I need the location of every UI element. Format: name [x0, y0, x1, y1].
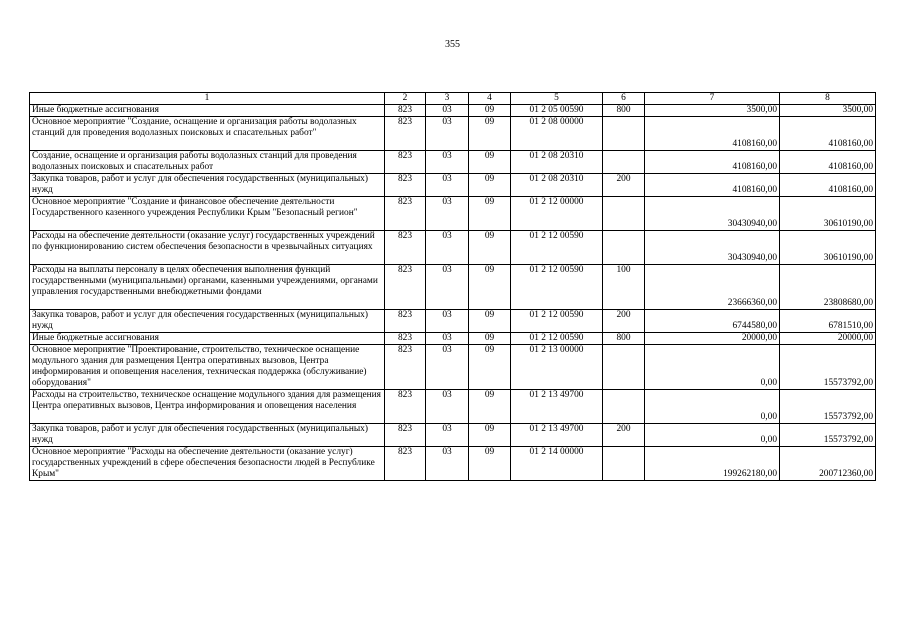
- row-subsection-code-cell: 09: [469, 151, 511, 174]
- header-cell-8: 8: [780, 93, 876, 105]
- row-ministry-code-cell: 823: [385, 265, 426, 310]
- row-ministry-code-cell: 823: [385, 310, 426, 333]
- row-ministry-code-cell: 823: [385, 333, 426, 345]
- row-expense-type-cell: [603, 197, 645, 231]
- table-row: [30, 345, 876, 390]
- row-amount-year2-cell: 23808680,00: [780, 265, 876, 310]
- row-ministry-code-cell: 823: [385, 117, 426, 151]
- table-row: [30, 231, 876, 265]
- row-amount-year1-cell: 4108160,00: [645, 151, 780, 174]
- row-amount-year2-cell: 15573792,00: [780, 424, 876, 447]
- header-cell-5: 5: [511, 93, 603, 105]
- row-expense-type-cell: 200: [603, 310, 645, 333]
- row-target-article-cell: 01 2 05 00590: [511, 105, 603, 117]
- row-target-article-cell: 01 2 13 49700: [511, 390, 603, 424]
- row-subsection-code-cell: 09: [469, 390, 511, 424]
- row-name-cell: Закупка товаров, работ и услуг для обеспечения государственных (муниципальных) нужд: [30, 310, 385, 333]
- row-name-cell: Основное мероприятие "Расходы на обеспечение деятельности (оказание услуг) государственных учреждений в сфере обеспечения безопасности людей в Республике Крым": [30, 447, 385, 481]
- row-expense-type-cell: 200: [603, 174, 645, 197]
- row-amount-year2-cell: 3500,00: [780, 105, 876, 117]
- table-row: [30, 174, 876, 197]
- row-amount-year2-cell: 4108160,00: [780, 174, 876, 197]
- row-section-code-cell: 03: [426, 105, 469, 117]
- page-number: 355: [445, 39, 460, 50]
- row-amount-year2-cell: 200712360,00: [780, 447, 876, 481]
- row-amount-year1-cell: 4108160,00: [645, 117, 780, 151]
- row-expense-type-cell: [603, 447, 645, 481]
- row-ministry-code-cell: 823: [385, 197, 426, 231]
- row-name-cell: Расходы на выплаты персоналу в целях обеспечения выполнения функций государственными (муниципальными) органами, казенными учреждениями, органами управления государственными внебюджетными фондами: [30, 265, 385, 310]
- row-target-article-cell: 01 2 12 00000: [511, 197, 603, 231]
- row-amount-year2-cell: 4108160,00: [780, 151, 876, 174]
- row-target-article-cell: 01 2 13 00000: [511, 345, 603, 390]
- row-subsection-code-cell: 09: [469, 197, 511, 231]
- row-ministry-code-cell: 823: [385, 174, 426, 197]
- row-amount-year2-cell: 15573792,00: [780, 345, 876, 390]
- row-subsection-code-cell: 09: [469, 174, 511, 197]
- row-section-code-cell: 03: [426, 333, 469, 345]
- row-amount-year2-cell: 15573792,00: [780, 390, 876, 424]
- table-row: [30, 310, 876, 333]
- row-target-article-cell: 01 2 13 49700: [511, 424, 603, 447]
- row-amount-year2-cell: 30610190,00: [780, 197, 876, 231]
- row-expense-type-cell: 800: [603, 105, 645, 117]
- row-amount-year1-cell: 30430940,00: [645, 231, 780, 265]
- row-amount-year1-cell: 4108160,00: [645, 174, 780, 197]
- row-name-cell: Закупка товаров, работ и услуг для обеспечения государственных (муниципальных) нужд: [30, 424, 385, 447]
- row-target-article-cell: 01 2 14 00000: [511, 447, 603, 481]
- row-section-code-cell: 03: [426, 231, 469, 265]
- row-amount-year1-cell: 30430940,00: [645, 197, 780, 231]
- row-amount-year2-cell: 4108160,00: [780, 117, 876, 151]
- row-amount-year1-cell: 0,00: [645, 390, 780, 424]
- row-name-cell: Создание, оснащение и организация работы водолазных станций для проведения водолазных поисковых и спасательных работ: [30, 151, 385, 174]
- row-subsection-code-cell: 09: [469, 424, 511, 447]
- row-expense-type-cell: [603, 390, 645, 424]
- row-expense-type-cell: [603, 117, 645, 151]
- row-amount-year1-cell: 0,00: [645, 424, 780, 447]
- row-expense-type-cell: [603, 151, 645, 174]
- row-expense-type-cell: [603, 345, 645, 390]
- row-subsection-code-cell: 09: [469, 117, 511, 151]
- row-amount-year1-cell: 6744580,00: [645, 310, 780, 333]
- row-target-article-cell: 01 2 08 20310: [511, 174, 603, 197]
- row-name-cell: Иные бюджетные ассигнования: [30, 333, 385, 345]
- table-row: [30, 151, 876, 174]
- row-subsection-code-cell: 09: [469, 231, 511, 265]
- row-expense-type-cell: [603, 231, 645, 265]
- row-subsection-code-cell: 09: [469, 345, 511, 390]
- row-expense-type-cell: 800: [603, 333, 645, 345]
- row-subsection-code-cell: 09: [469, 265, 511, 310]
- row-section-code-cell: 03: [426, 197, 469, 231]
- row-target-article-cell: 01 2 12 00590: [511, 231, 603, 265]
- row-amount-year1-cell: 20000,00: [645, 333, 780, 345]
- table-row: [30, 333, 876, 345]
- table-row: [30, 105, 876, 117]
- row-amount-year1-cell: 199262180,00: [645, 447, 780, 481]
- row-target-article-cell: 01 2 12 00590: [511, 310, 603, 333]
- row-expense-type-cell: 100: [603, 265, 645, 310]
- budget-table: [29, 92, 876, 481]
- row-ministry-code-cell: 823: [385, 390, 426, 424]
- row-amount-year2-cell: 20000,00: [780, 333, 876, 345]
- row-subsection-code-cell: 09: [469, 105, 511, 117]
- header-cell-1: 1: [30, 93, 385, 105]
- row-expense-type-cell: 200: [603, 424, 645, 447]
- row-name-cell: Основное мероприятие "Создание, оснащение и организация работы водолазных станций для проведения водолазных поисковых и спасательных работ": [30, 117, 385, 151]
- header-cell-4: 4: [469, 93, 511, 105]
- row-section-code-cell: 03: [426, 345, 469, 390]
- header-cell-3: 3: [426, 93, 469, 105]
- row-ministry-code-cell: 823: [385, 424, 426, 447]
- table-header-row: [30, 93, 876, 105]
- row-ministry-code-cell: 823: [385, 105, 426, 117]
- row-section-code-cell: 03: [426, 310, 469, 333]
- row-section-code-cell: 03: [426, 447, 469, 481]
- row-name-cell: Основное мероприятие "Проектирование, строительство, техническое оснащение модульного здания для размещения Центра оперативных вызовов, Центра информирования и оповещения населения, техническая поддержка (обслуживание) оборудования": [30, 345, 385, 390]
- row-amount-year2-cell: 30610190,00: [780, 231, 876, 265]
- header-cell-6: 6: [603, 93, 645, 105]
- row-section-code-cell: 03: [426, 151, 469, 174]
- row-ministry-code-cell: 823: [385, 447, 426, 481]
- row-section-code-cell: 03: [426, 265, 469, 310]
- header-cell-2: 2: [385, 93, 426, 105]
- row-target-article-cell: 01 2 08 00000: [511, 117, 603, 151]
- row-subsection-code-cell: 09: [469, 447, 511, 481]
- table-row: [30, 117, 876, 151]
- row-target-article-cell: 01 2 12 00590: [511, 333, 603, 345]
- row-amount-year2-cell: 6781510,00: [780, 310, 876, 333]
- table-row: [30, 197, 876, 231]
- row-amount-year1-cell: 3500,00: [645, 105, 780, 117]
- row-amount-year1-cell: 0,00: [645, 345, 780, 390]
- row-name-cell: Расходы на обеспечение деятельности (оказание услуг) государственных учреждений по функционированию систем обеспечения безопасности в чрезвычайных ситуациях: [30, 231, 385, 265]
- header-cell-7: 7: [645, 93, 780, 105]
- row-name-cell: Иные бюджетные ассигнования: [30, 105, 385, 117]
- row-name-cell: Закупка товаров, работ и услуг для обеспечения государственных (муниципальных) нужд: [30, 174, 385, 197]
- row-name-cell: Расходы на строительство, техническое оснащение модульного здания для размещения Центра оперативных вызовов, Центра информирования и оповещения населения: [30, 390, 385, 424]
- row-section-code-cell: 03: [426, 424, 469, 447]
- row-section-code-cell: 03: [426, 174, 469, 197]
- table-row: [30, 390, 876, 424]
- row-subsection-code-cell: 09: [469, 310, 511, 333]
- table-row: [30, 265, 876, 310]
- row-section-code-cell: 03: [426, 117, 469, 151]
- row-name-cell: Основное мероприятие "Создание и финансовое обеспечение деятельности Государственного казенного учреждения Республики Крым "Безопасный регион": [30, 197, 385, 231]
- row-target-article-cell: 01 2 12 00590: [511, 265, 603, 310]
- row-ministry-code-cell: 823: [385, 231, 426, 265]
- row-amount-year1-cell: 23666360,00: [645, 265, 780, 310]
- table-row: [30, 447, 876, 481]
- row-target-article-cell: 01 2 08 20310: [511, 151, 603, 174]
- table-row: [30, 424, 876, 447]
- row-section-code-cell: 03: [426, 390, 469, 424]
- row-ministry-code-cell: 823: [385, 151, 426, 174]
- row-ministry-code-cell: 823: [385, 345, 426, 390]
- row-subsection-code-cell: 09: [469, 333, 511, 345]
